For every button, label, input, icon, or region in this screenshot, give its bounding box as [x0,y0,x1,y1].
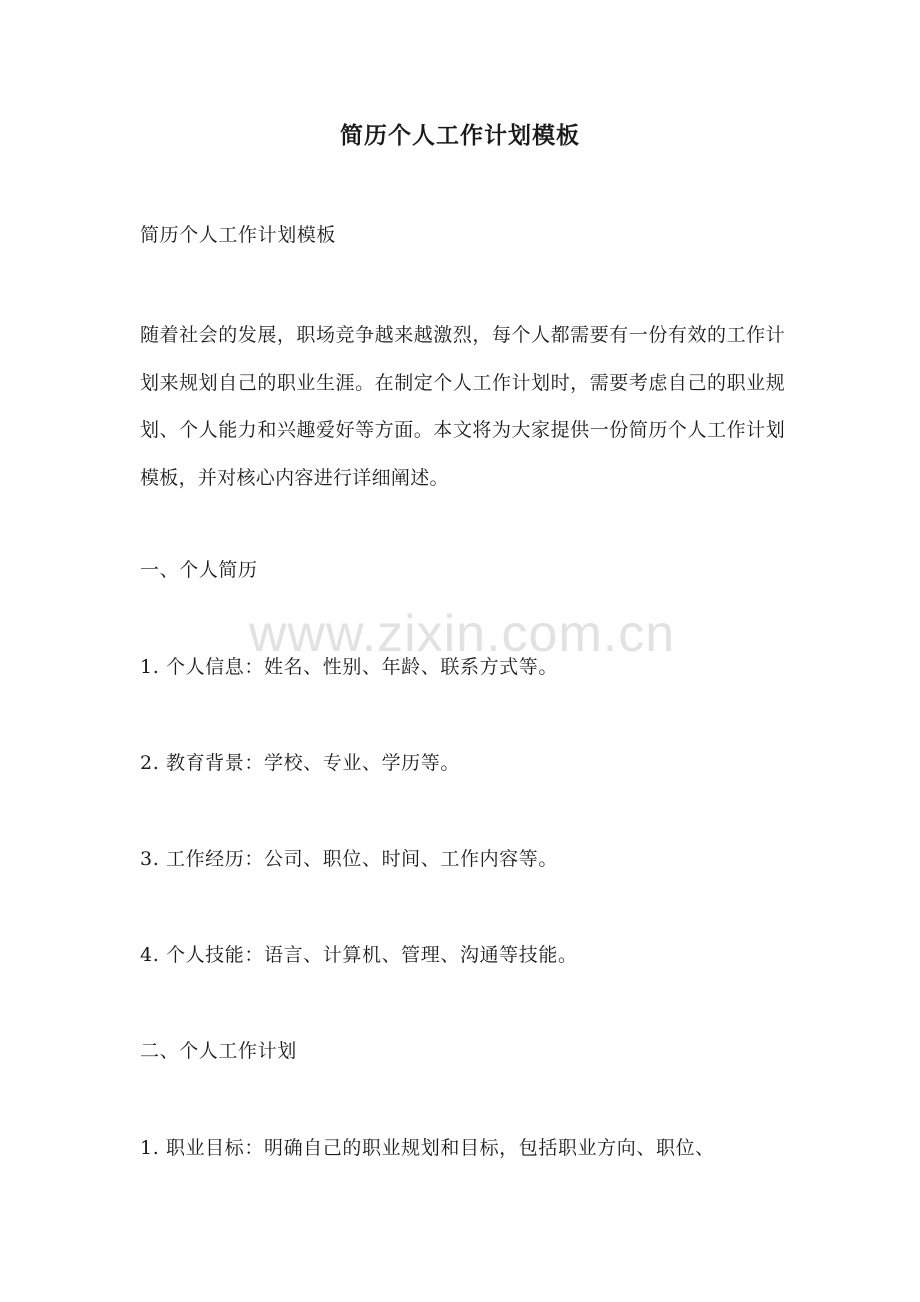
watermark: www.zixin.com.cn [248,605,676,663]
section-heading-resume: 一、个人简历 [140,559,258,581]
list-item: 2. 教育背景：学校、专业、学历等。 [140,752,460,774]
intro-paragraph: 随着社会的发展，职场竞争越来越激烈，每个人都需要有一份有效的工作计划来规划自己的职业生涯。在制定个人工作计划时，需要考虑自己的职业规划、个人能力和兴趣爱好等方面。本文将为大家提供一份简历个人工作计划模板，并对核心内容进行详细阐述。 [140,324,785,489]
list-item: 1. 职业目标：明确自己的职业规划和目标，包括职业方向、职位、 [140,1137,715,1159]
list-item: 4. 个人技能：语言、计算机、管理、沟通等技能。 [140,944,578,966]
document-subtitle: 简历个人工作计划模板 [140,224,337,246]
document-title: 简历个人工作计划模板 [340,122,580,149]
list-item: 1. 个人信息：姓名、性别、年龄、联系方式等。 [140,656,558,678]
section-heading-work-plan: 二、个人工作计划 [140,1040,297,1062]
list-item: 3. 工作经历：公司、职位、时间、工作内容等。 [140,848,558,870]
